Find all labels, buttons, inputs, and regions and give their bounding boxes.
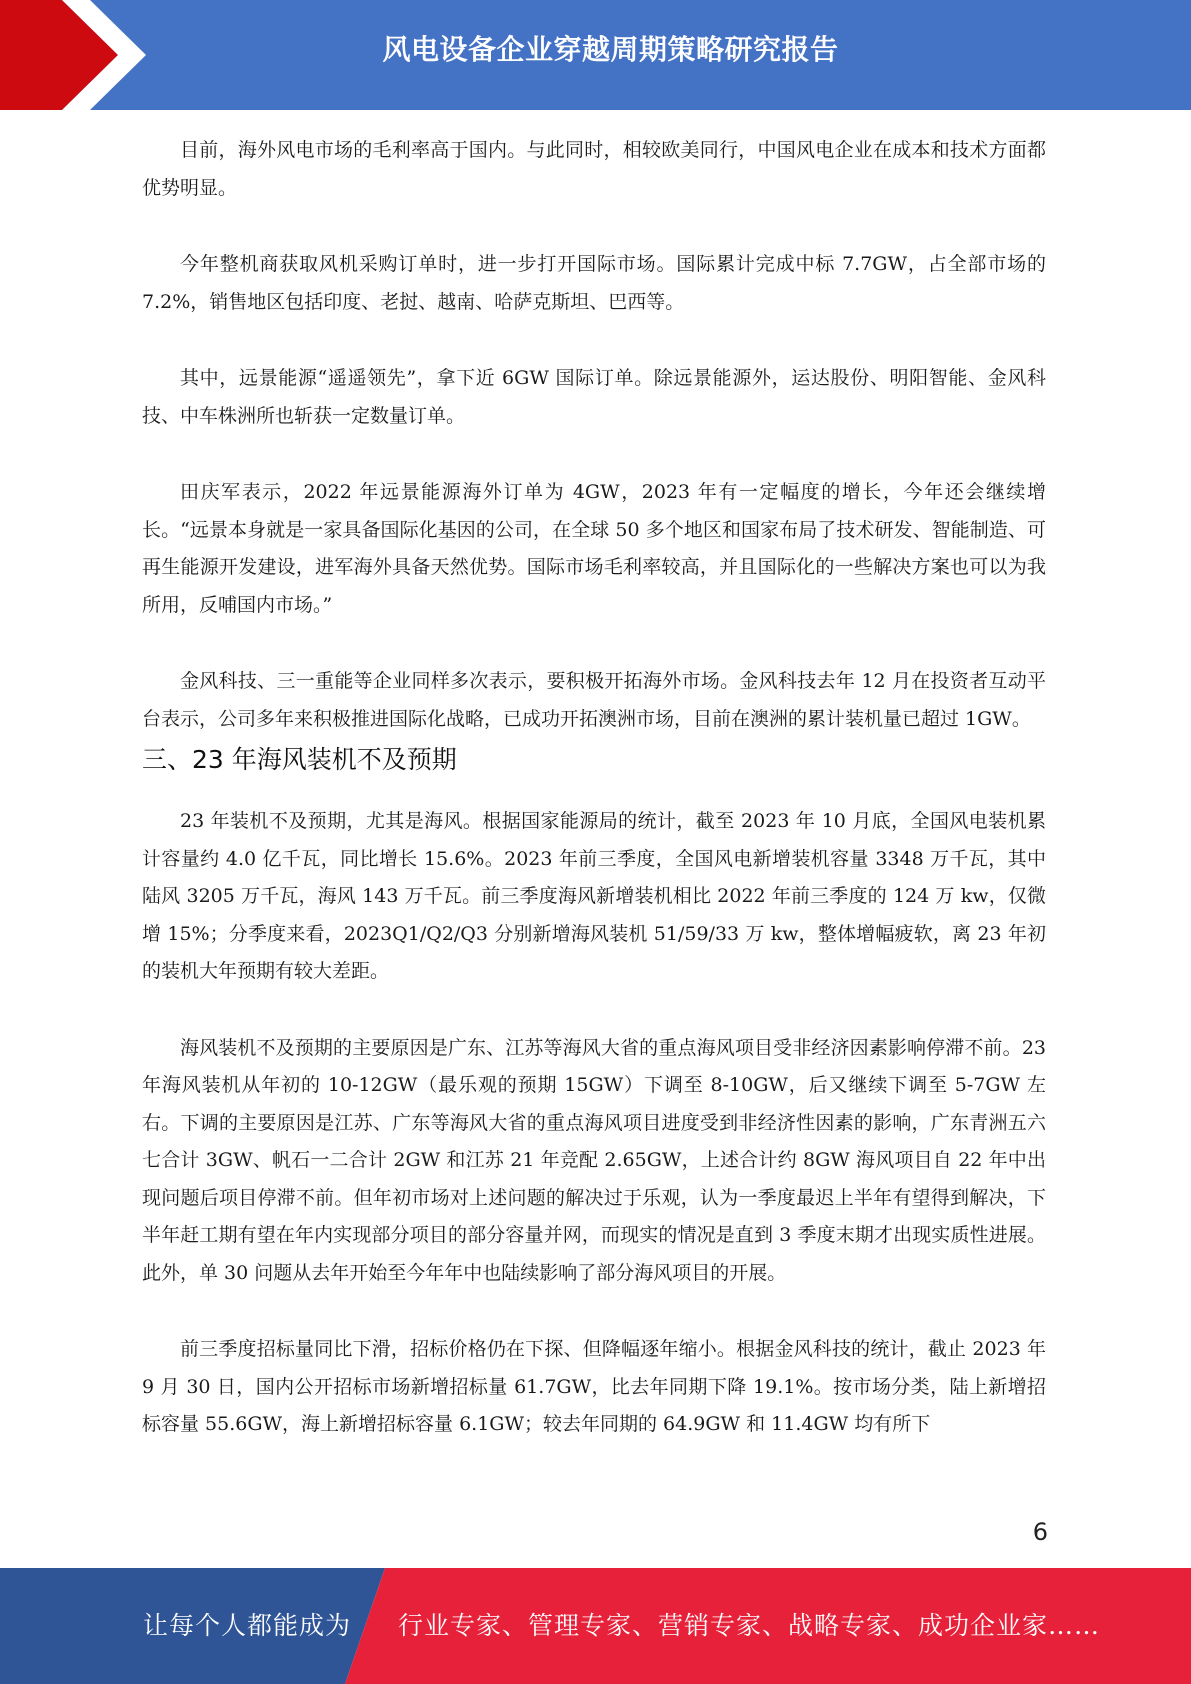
paragraph: 23 年装机不及预期，尤其是海风。根据国家能源局的统计，截至 2023 年 10 月底，全国风电装机累计容量约 4.0 亿千瓦，同比增长 15.6%。2023 年前三季度，全国风电新增装机容量 3348 万千瓦，其中陆风 3205 万千瓦，海风 143 万千瓦。前三季度海风新增装机相比 2022 年前三季度的 124 万 kw，仅微增 15%；分季度来看，2023Q1/Q2/Q3 分别新增海风装机 51/59/33 万 kw，整体增幅疲软，离 23 年初的装机大年预期有较大差距。 [142,810,1046,982]
paragraph: 金风科技、三一重能等企业同样多次表示，要积极开拓海外市场。金风科技去年 12 月在投资者互动平台表示，公司多年来积极推进国际化战略，已成功开拓澳洲市场，目前在澳洲的累计装机量已超过 1GW。 [142,670,1046,730]
page-footer [0,1568,1191,1684]
report-title: 风电设备企业穿越周期策略研究报告 [382,33,839,66]
section-heading: 三、23 年海风装机不及预期 [142,745,457,774]
paragraph: 田庆军表示，2022 年远景能源海外订单为 4GW，2023 年有一定幅度的增长，今年还会继续增长。“远景本身就是一家具备国际化基因的公司，在全球 50 多个地区和国家布局了技术研发、智能制造、可再生能源开发建设，进军海外具备天然优势。国际市场毛利率较高，并且国际化的一些解决方案也可以为我所用，反哺国内市场。” [142,481,1046,616]
paragraph: 前三季度招标量同比下滑，招标价格仍在下探、但降幅逐年缩小。根据金风科技的统计，截止 2023 年 9 月 30 日，国内公开招标市场新增招标量 61.7GW，比去年同期下降 19.1%。按市场分类，陆上新增招标容量 55.6GW，海上新增招标容量 6.1GW；较去年同期的 64.9GW 和 11.4GW 均有所下 [142,1338,1046,1435]
paragraph: 目前，海外风电市场的毛利率高于国内。与此同时，相较欧美同行，中国风电企业在成本和技术方面都优势明显。 [142,139,1046,199]
footer-slogan-right: 行业专家、管理专家、营销专家、战略专家、成功企业家…… [398,1611,1101,1640]
paragraph: 今年整机商获取风机采购订单时，进一步打开国际市场。国际累计完成中标 7.7GW，占全部市场的 7.2%，销售地区包括印度、老挝、越南、哈萨克斯坦、巴西等。 [142,253,1046,313]
page-number: 6 [1032,1518,1048,1546]
footer-slogan-left: 让每个人都能成为 [143,1611,352,1640]
paragraph: 其中，远景能源“遥遥领先”，拿下近 6GW 国际订单。除远景能源外，运达股份、明阳智能、金风科技、中车株洲所也斩获一定数量订单。 [142,367,1046,427]
paragraph: 海风装机不及预期的主要原因是广东、江苏等海风大省的重点海风项目受非经济因素影响停滞不前。23 年海风装机从年初的 10-12GW（最乐观的预期 15GW）下调至 8-10GW，后又继续下调至 5-7GW 左右。下调的主要原因是江苏、广东等海风大省的重点海风项目进度受到非经济性因素的影响，广东青洲五六七合计 3GW、帆石一二合计 2GW 和江苏 21 年竞配 2.65GW，上述合计约 8GW 海风项目自 22 年中出现问题后项目停滞不前。但年初市场对上述问题的解决过于乐观，认为一季度最迟上半年有望得到解决，下半年赶工期有望在年内实现部分项目的部分容量并网，而现实的情况是直到 3 季度末期才出现实质性进展。此外，单 30 问题从去年开始至今年年中也陆续影响了部分海风项目的开展。 [142,1036,1046,1284]
page-header [0,0,1191,110]
page-content [142,132,1046,1444]
